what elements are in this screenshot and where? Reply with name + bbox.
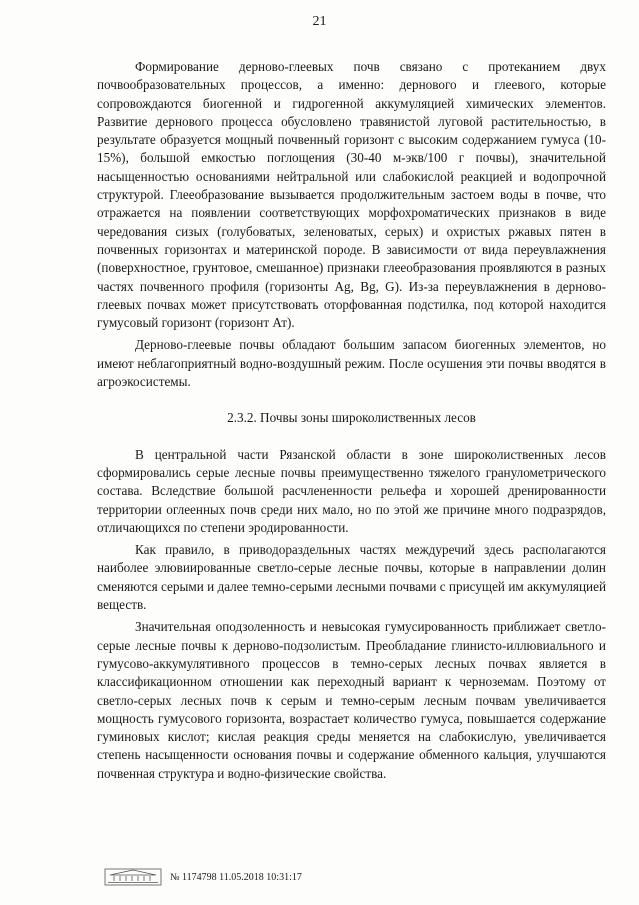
building-stamp-icon [104,868,162,886]
section-heading: 2.3.2. Почвы зоны широколиственных лесов [227,410,476,426]
paragraph: Значительная оподзоленность и невысокая гумусированность приближает светло-серые лесные почвы к дерново-подзолистым. Преобладание глинисто-иллювиального и гумусово-аккумулятивного процессов в темно-серых лесных почвах является в классификационном отношении как переходный вариант к черноземам. Поэтому от светло-серых лесных почв к серым и темно-серым лесным почвам увеличивается мощность гумусового горизонта, возрастает количество гумуса, повышается содержание гуминовых кислот; кислая реакция среды меняется на слабокислую, увеличивается степень насыщенности основания почвы и содержание обменного кальция, улучшаются почвенная структура и водно-физические свойства. [97,619,606,781]
footer [104,867,302,887]
document-number: № 1174798 11.05.2018 10:31:17 [170,871,302,883]
paragraph: Дерново-глеевые почвы обладают большим запасом биогенных элементов, но имеют неблагоприятный водно-воздушный режим. После осушения эти почвы вводятся в агроэкосистемы. [97,337,606,390]
paragraph: Формирование дерново-глеевых почв связано с протеканием двух почвообразовательных процессов, а именно: дернового и глеевого, которые сопровождаются биогенной и гидрогенной аккумуляцией химических элементов. Развитие дернового процесса обусловлено травянистой луговой растительностью, в результате образуется мощный почвенный горизонт с высоким содержанием гумуса (10-15%), большой емкостью поглощения (30-40 м-экв/100 г почвы), значительной насыщенностью основаниями нейтральной или слабокислой реакцией и водопрочной структурой. Глееобразование вызывается продолжительным застоем воды в почве, что отражается на появлении соответствующих морфохроматических признаков в виде чередования сизых (голубоватых, зеленоватых, серых) и охристых ржавых пятен в почвенных горизонтах и материнской породе. В зависимости от вида переувлажнения (поверхностное, грунтовое, смешанное) признаки глееобразования проявляются в разных частях почвенного профиля (горизонты Ag, Bg, G). Из-за переувлажнения в дерново-глеевых почвах может присутствовать оторфованная подстилка, под которой находится гумусовый горизонт (горизонт Ат). [97,59,606,331]
document-body [97,58,606,783]
paragraph: Как правило, в приводораздельных частях междуречий здесь располагаются наиболее элювиированные светло-серые лесные почвы, которые в направлении долин сменяются серыми и далее темно-серыми лесными почвами с присущей им аккумуляцией веществ. [97,542,606,613]
paragraph: В центральной части Рязанской области в зоне широколиственных лесов сформировались серые лесные почвы преимущественно тяжелого гранулометрического состава. Вследствие большой расчлененности рельефа и хорошей дренированности территории оглеенных почв среди них мало, но по этой же причине много подразрядов, отличающихся по степени эродированности. [97,446,606,535]
page-number: 21 [312,14,327,29]
